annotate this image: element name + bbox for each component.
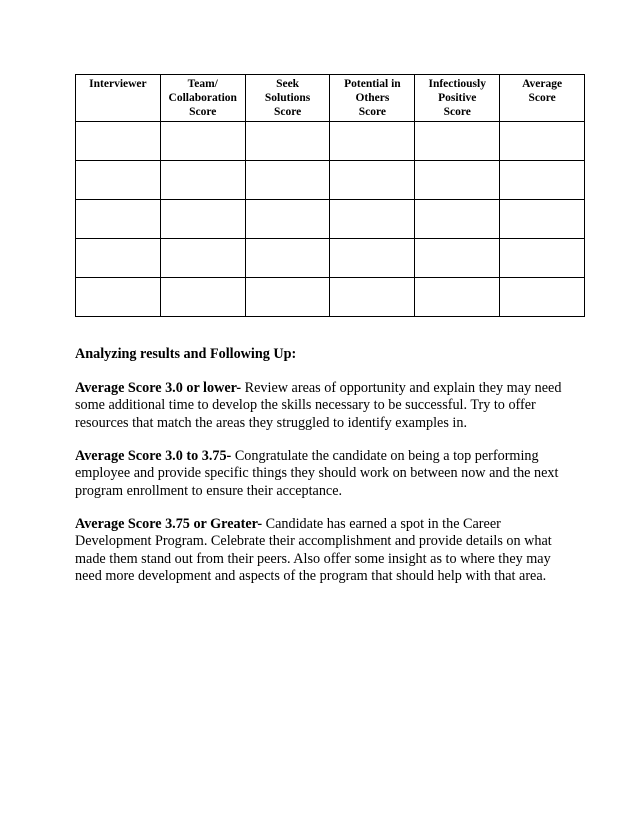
table-cell [245,200,330,239]
header-line: Score [443,106,471,118]
table-cell [76,161,161,200]
paragraph-lead: Average Score 3.75 or Greater- [75,516,263,532]
table-row [76,278,585,317]
header-line: Positive [438,92,477,104]
table-cell [160,122,245,161]
table-cell [245,239,330,278]
table-cell [245,122,330,161]
table-cell [500,200,585,239]
table-cell [160,278,245,317]
header-team-collaboration-score [160,75,245,122]
table-cell [160,200,245,239]
table-cell [415,239,500,278]
table-cell [500,239,585,278]
header-line: Solutions [264,92,311,104]
header-line: Infectiously [428,78,486,90]
table-row [76,161,585,200]
header-line: Score [528,92,556,104]
paragraph-text: Candidate has earned a spot in the Career Development Program. Celebrate their accomplishment and provide details on what made them stand out from their peers. Also offer some insight as to where they may need more development and aspects of the program that should help with that area. [75,516,552,584]
header-line: Score [189,106,217,118]
table-cell [415,122,500,161]
paragraph-lead: Average Score 3.0 or lower- [75,380,242,396]
table-cell [330,239,415,278]
header-average-score [500,75,585,122]
table-cell [245,161,330,200]
paragraph-lead: Average Score 3.0 to 3.75- [75,448,232,464]
table-cell [76,239,161,278]
header-seek-solutions-score [245,75,330,122]
table-cell [330,200,415,239]
analysis-paragraph-mid-score [75,448,575,500]
table-cell [415,161,500,200]
table-row [76,122,585,161]
table-cell [76,122,161,161]
header-line: Average [522,78,563,90]
analysis-paragraph-low-score [75,380,575,432]
table-cell [76,278,161,317]
header-line: Score [358,106,387,118]
header-line: Collaboration [168,92,237,104]
header-potential-in-others-score [330,75,415,122]
paragraph-text: Congratulate the candidate on being a top performing employee and provide specific things they should work on between now and the next program enrollment to ensure their acceptance. [75,448,559,499]
analysis-heading: Analyzing results and Following Up: [75,346,297,362]
header-line: Potential in [344,78,401,90]
table-cell [415,278,500,317]
table-row [76,200,585,239]
table-cell [500,161,585,200]
header-line: Others [355,92,390,104]
table-cell [160,161,245,200]
header-line: Interviewer [89,78,147,90]
header-line: Seek [276,78,300,90]
table-cell [330,161,415,200]
header-infectiously-positive-score [415,75,500,122]
table-cell [160,239,245,278]
table-header-row [76,75,585,122]
header-interviewer [76,75,161,122]
interview-score-table [75,74,585,317]
analysis-paragraph-high-score [75,516,575,585]
table-cell [500,278,585,317]
table-cell [330,278,415,317]
table-cell [76,200,161,239]
header-line: Team/ [187,78,218,90]
header-line: Score [273,106,302,118]
paragraph-text: Review areas of opportunity and explain they may need some additional time to develop the skills necessary to be successful. Try to offer resources that match the areas they struggled to identify examples in. [75,380,562,431]
table-cell [245,278,330,317]
table-row [76,239,585,278]
table-cell [500,122,585,161]
table-cell [415,200,500,239]
table-cell [330,122,415,161]
